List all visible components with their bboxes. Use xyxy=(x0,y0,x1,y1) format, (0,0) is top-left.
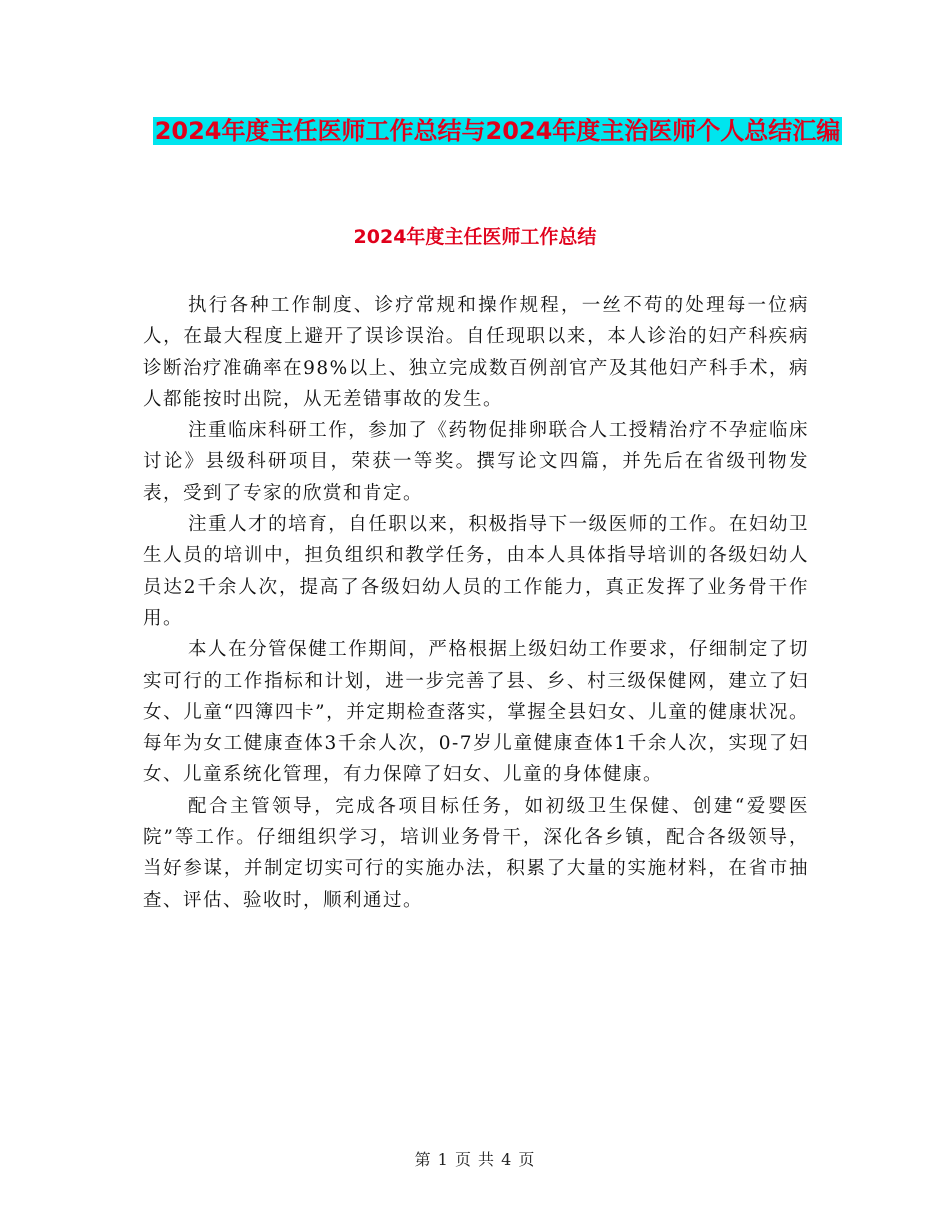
paragraph: 注重人才的培育，自任职以来，积极指导下一级医师的工作。在妇幼卫生人员的培训中，担负组织和教学任务，由本人具体指导培训的各级妇幼人员达2千余人次，提高了各级妇幼人员的工作能力，真正发挥了业务骨干作用。 xyxy=(143,514,809,629)
paragraph: 执行各种工作制度、诊疗常规和操作规程，一丝不苟的处理每一位病人，在最大程度上避开了误诊误治。自任现职以来，本人诊治的妇产科疾病诊断治疗准确率在98%以上、独立完成数百例剖官产及其他妇产科手术，病人都能按时出院，从无差错事故的发生。 xyxy=(143,295,809,410)
document-title-text: 2024年度主任医师工作总结与2024年度主治医师个人总结汇编 xyxy=(154,117,841,145)
page-number: 第 1 页 共 4 页 xyxy=(414,1150,536,1169)
document-body xyxy=(143,290,809,916)
paragraph: 本人在分管保健工作期间，严格根据上级妇幼工作要求，仔细制定了切实可行的工作指标和计划，进一步完善了县、乡、村三级保健网，建立了妇女、儿童“四簿四卡”，并定期检查落实，掌握全县妇女、儿童的健康状况。每年为女工健康查体3千余人次，0-7岁儿童健康查体1千余人次，实现了妇女、儿童系统化管理，有力保障了妇女、儿童的身体健康。 xyxy=(143,639,809,786)
paragraph: 配合主管领导，完成各项目标任务，如初级卫生保健、创建“爱婴医院”等工作。仔细组织学习，培训业务骨干，深化各乡镇，配合各级领导，当好参谋，并制定切实可行的实施办法，积累了大量的实施材料，在省市抽查、评估、验收时，顺利通过。 xyxy=(143,795,809,911)
section-heading: 2024年度主任医师工作总结 xyxy=(353,226,597,248)
document-title xyxy=(140,108,855,154)
paragraph: 注重临床科研工作，参加了《药物促排卵联合人工授精治疗不孕症临床讨论》县级科研项目，荣获一等奖。撰写论文四篇，并先后在省级刊物发表，受到了专家的欣赏和肯定。 xyxy=(143,420,809,504)
